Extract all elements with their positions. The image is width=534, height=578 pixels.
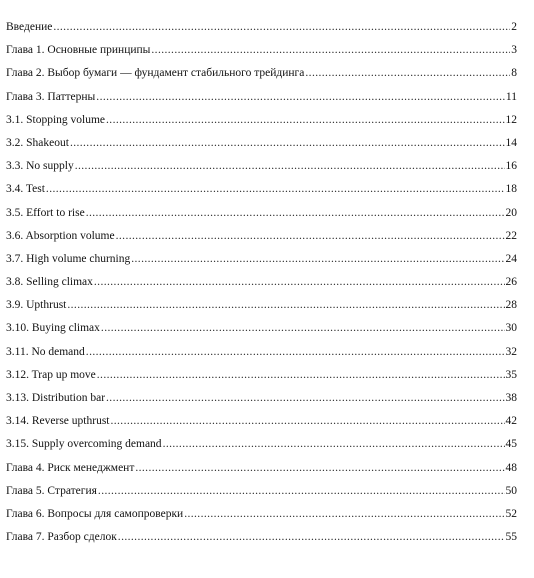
toc-entry-section-3-6[interactable] <box>6 225 517 248</box>
toc-entry-page: 32 <box>505 345 517 358</box>
toc-entry-section-3-8[interactable] <box>6 271 517 294</box>
dot-leader <box>151 39 510 62</box>
toc-entry-page: 20 <box>505 206 517 219</box>
toc-entry-title: 3.12. Trap up move <box>6 368 96 381</box>
toc-entry-title: Глава 4. Риск менеджмент <box>6 461 135 474</box>
toc-entry-title: Глава 5. Стратегия <box>6 484 97 497</box>
dot-leader <box>86 341 505 364</box>
toc-entry-section-3-13[interactable] <box>6 387 517 410</box>
toc-entry-page: 35 <box>505 368 517 381</box>
dot-leader <box>97 364 505 387</box>
toc-entry-section-3-14[interactable] <box>6 410 517 433</box>
toc-entry-section-3-7[interactable] <box>6 248 517 271</box>
toc-entry-title: Введение <box>6 21 53 33</box>
toc-entry-title: 3.4. Test <box>6 183 45 196</box>
dot-leader <box>131 248 504 271</box>
toc-entry-section-3-10[interactable] <box>6 317 517 340</box>
toc-entry-chapter-7[interactable] <box>6 526 517 549</box>
toc-entry-page: 12 <box>505 113 517 126</box>
toc-entry-section-3-4[interactable] <box>6 178 517 201</box>
dot-leader <box>46 178 505 201</box>
toc-entry-title: 3.1. Stopping volume <box>6 113 106 126</box>
toc-entry-title: 3.9. Upthrust <box>6 299 67 312</box>
toc-entry-page: 30 <box>505 322 517 335</box>
toc-entry-title: Глава 7. Разбор сделок <box>6 531 117 544</box>
dot-leader <box>135 457 504 480</box>
toc-entry-chapter-3[interactable] <box>6 86 517 109</box>
toc-entry-page: 8 <box>511 67 517 80</box>
toc-entry-page: 18 <box>505 183 517 196</box>
toc-entry-page: 11 <box>505 90 517 103</box>
toc-entry-section-3-2[interactable] <box>6 132 517 155</box>
dot-leader <box>75 155 505 178</box>
toc-entry-title: 3.6. Absorption volume <box>6 229 115 242</box>
toc-entry-title: Глава 1. Основные принципы <box>6 44 151 57</box>
toc-entry-page: 22 <box>505 229 517 242</box>
dot-leader <box>106 387 504 410</box>
toc-entry-title: 3.13. Distribution bar <box>6 392 106 404</box>
toc-entry-chapter-5[interactable] <box>6 480 517 503</box>
toc-entry-section-3-5[interactable] <box>6 202 517 225</box>
toc-entry-page: 3 <box>511 44 517 57</box>
toc-entry-section-3-15[interactable] <box>6 433 517 456</box>
dot-leader <box>96 86 505 109</box>
toc-entry-title: Глава 3. Паттерны <box>6 90 96 103</box>
dot-leader <box>53 16 510 39</box>
dot-leader <box>106 109 504 132</box>
toc-entry-page: 52 <box>505 507 517 520</box>
dot-leader <box>86 202 505 225</box>
toc-entry-section-3-1[interactable] <box>6 109 517 132</box>
dot-leader <box>67 294 504 317</box>
toc-entry-page: 42 <box>505 415 517 428</box>
dot-leader <box>184 503 504 526</box>
toc-entry-section-3-11[interactable] <box>6 341 517 364</box>
toc-entry-page: 38 <box>505 392 517 404</box>
toc-entry-chapter-4[interactable] <box>6 457 517 480</box>
dot-leader <box>70 132 505 155</box>
toc-entry-title: 3.14. Reverse upthrust <box>6 415 110 428</box>
toc-entry-page: 45 <box>505 438 517 451</box>
toc-entry-title: Глава 2. Выбор бумаги — фундамент стабильного трейдинга <box>6 67 305 80</box>
toc-entry-page: 16 <box>505 160 517 173</box>
toc-entry-page: 2 <box>511 21 517 33</box>
toc-entry-page: 55 <box>505 531 517 544</box>
toc-entry-title: 3.8. Selling climax <box>6 276 93 289</box>
dot-leader <box>305 62 510 85</box>
toc-entry-section-3-12[interactable] <box>6 364 517 387</box>
toc-entry-title: 3.7. High volume churning <box>6 252 131 265</box>
toc-entry-section-3-3[interactable] <box>6 155 517 178</box>
toc-entry-page: 28 <box>505 299 517 312</box>
dot-leader <box>118 526 505 549</box>
toc-entry-title: 3.3. No supply <box>6 160 74 173</box>
toc-entry-page: 14 <box>505 136 517 149</box>
toc-entry-title: 3.11. No demand <box>6 345 85 358</box>
toc-entry-chapter-6[interactable] <box>6 503 517 526</box>
toc-entry-chapter-2[interactable] <box>6 62 517 85</box>
dot-leader <box>116 225 505 248</box>
toc-entry-title: 3.15. Supply overcoming demand <box>6 438 162 451</box>
dot-leader <box>110 410 504 433</box>
toc-entry-title: Глава 6. Вопросы для самопроверки <box>6 507 184 520</box>
dot-leader <box>163 433 505 456</box>
toc-entry-chapter-1[interactable] <box>6 39 517 62</box>
toc-entry-introduction[interactable] <box>6 16 517 39</box>
toc-entry-page: 26 <box>505 276 517 289</box>
toc-entry-section-3-9[interactable] <box>6 294 517 317</box>
toc-entry-page: 50 <box>505 484 517 497</box>
table-of-contents <box>6 16 517 549</box>
toc-entry-page: 48 <box>505 461 517 474</box>
toc-entry-title: 3.5. Effort to rise <box>6 206 85 219</box>
toc-entry-page: 24 <box>505 252 517 265</box>
toc-entry-title: 3.10. Buying climax <box>6 322 100 335</box>
dot-leader <box>101 317 505 340</box>
dot-leader <box>94 271 505 294</box>
dot-leader <box>98 480 505 503</box>
toc-entry-title: 3.2. Shakeout <box>6 136 69 149</box>
